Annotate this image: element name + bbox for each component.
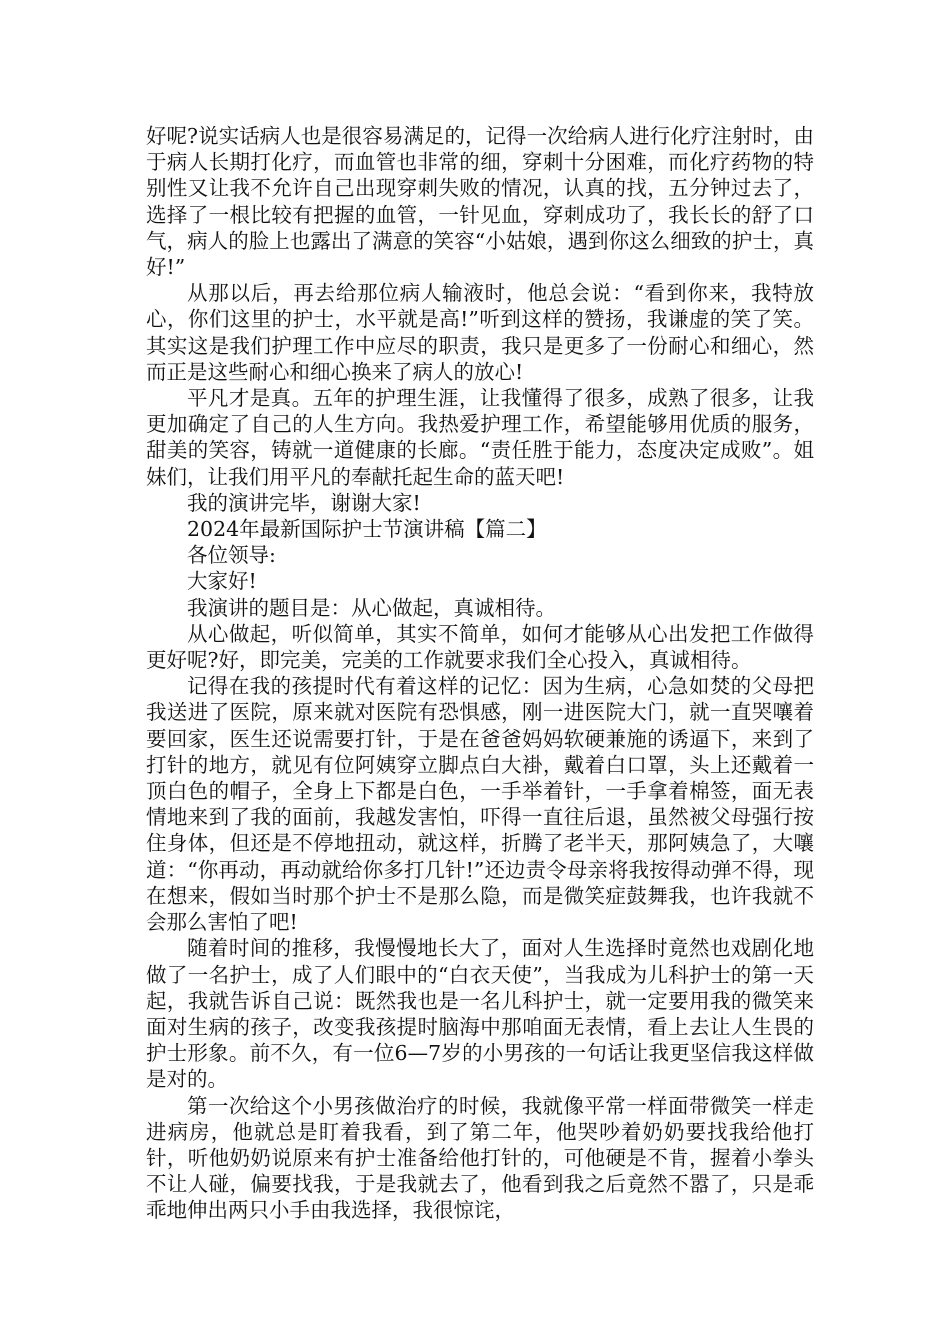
paragraph-3: 平凡才是真。五年的护理生涯，让我懂得了很多，成熟了很多，让我更加确定了自己的人生方向。我热爱护理工作，希望能够用优质的服务，甜美的笑容，铸就一道健康的长廊。“责任胜于能力，态度决定成败”。姐妹们，让我们用平凡的奉献托起生命的蓝天吧! <box>146 386 814 489</box>
paragraph-12: 第一次给这个小男孩做治疗的时候，我就像平常一样面带微笑一样走进病房，他就总是盯着我看，到了第二年，他哭吵着奶奶要找我给他打针，听他奶奶说原来有护士准备给他打针的，可他硬是不肯，握着小拳头不让人碰，偏要找我，于是我就去了，他看到我之后竟然不嚣了，只是乖乖地伸出两只小手由我选择，我很惊诧， <box>146 1093 814 1223</box>
greeting: 大家好! <box>187 569 257 594</box>
section-heading: 2024年最新国际护士节演讲稿【篇二】 <box>187 517 547 542</box>
paragraph-2: 从那以后，再去给那位病人输液时，他总会说：“看到你来，我特放心，你们这里的护士，水平就是高!”听到这样的赞扬，我谦虚的笑了笑。其实这是我们护理工作中应尽的职责，我只是更多了一份耐心和细心，然而正是这些耐心和细心换来了病人的放心! <box>146 281 814 384</box>
paragraph-10: 记得在我的孩提时代有着这样的记忆：因为生病，心急如焚的父母把我送进了医院，原来就对医院有恐惧感，刚一进医院大门，就一直哭嚷着要回家，医生还说需要打针，于是在爸爸妈妈软硬兼施的诱逼下，来到了打针的地方，就见有位阿姨穿立脚点白大褂，戴着白口罩，头上还戴着一顶白色的帽子，全身上下都是白色，一手举着针，一手拿着棉签，面无表情地来到了我的面前，我越发害怕，吓得一直往后退，虽然被父母强行按住身体，但还是不停地扭动，就这样，折腾了老半天，那阿姨急了，大嚷道：“你再动，再动就给你多打几针!”还边责令母亲将我按得动弹不得，现在想来，假如当时那个护士不是那么隐，而是微笑症鼓舞我，也许我就不会那么害怕了吧! <box>146 674 814 935</box>
paragraph-1: 好呢?说实话病人也是很容易满足的，记得一次给病人进行化疗注射时，由于病人长期打化疗，而血管也非常的细，穿刺十分困难，而化疗药物的特别性又让我不允许自己出现穿刺失败的情况，认真的找，五分钟过去了，选择了一根比较有把握的血管，一针见血，穿刺成功了，我长长的舒了口气，病人的脸上也露出了满意的笑容“小姑娘，遇到你这么细致的护士，真好!” <box>146 124 814 280</box>
closing-line: 我的演讲完毕，谢谢大家! <box>187 490 421 515</box>
paragraph-9: 从心做起，听似简单，其实不简单，如何才能够从心出发把工作做得更好呢?好，即完美，完美的工作就要求我们全心投入，真诚相待。 <box>146 621 814 673</box>
speech-topic: 我演讲的题目是：从心做起，真诚相待。 <box>187 595 556 620</box>
document-body <box>146 123 814 1224</box>
salutation: 各位领导: <box>187 543 276 568</box>
paragraph-11: 随着时间的推移，我慢慢地长大了，面对人生选择时竟然也戏剧化地做了一名护士，成了人们眼中的“白衣天使”，当我成为儿科护士的第一天起，我就告诉自己说：既然我也是一名儿科护士，就一定要用我的微笑来面对生病的孩子，改变我孩提时脑海中那咱面无表情，看上去让人生畏的护士形象。前不久，有一位6—7岁的小男孩的一句话让我更坚信我这样做是对的。 <box>146 936 814 1092</box>
